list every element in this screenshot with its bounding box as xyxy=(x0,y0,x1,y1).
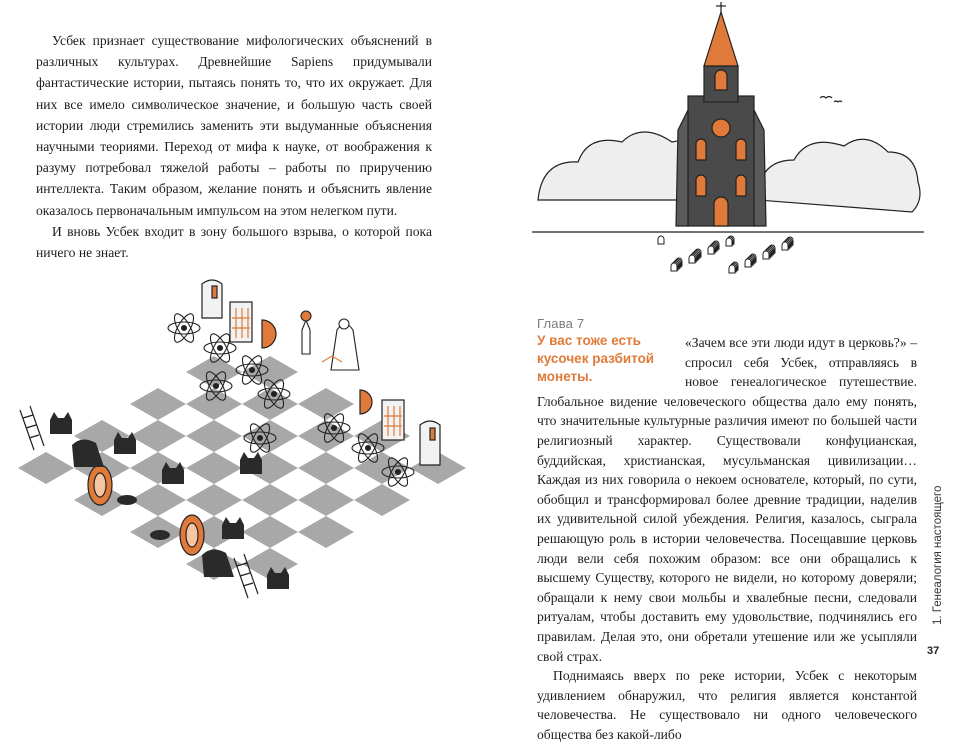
chess-square xyxy=(354,484,410,516)
running-head: 1. Генеалогия настоящего xyxy=(932,485,944,625)
chess-square xyxy=(242,516,298,548)
chess-square xyxy=(186,388,242,420)
chess-square xyxy=(298,452,354,484)
chess-square xyxy=(130,420,186,452)
chapter-title-spacer xyxy=(537,333,685,391)
chess-square xyxy=(298,516,354,548)
gothic-church-icon xyxy=(528,0,928,285)
chess-square xyxy=(186,484,242,516)
chess-square xyxy=(298,388,354,420)
chess-square xyxy=(186,356,242,388)
chess-square xyxy=(130,484,186,516)
left-page-text xyxy=(36,30,432,263)
chapter-title: У вас тоже есть кусочек разбитой монеты. xyxy=(537,333,655,384)
right-paragraph-1: «Зачем все эти люди идут в церковь?» – спросил себя Усбек, отправляясь в новое генеалогическое путешествие. Глобальное видение человеческого общества дало ему понять, что значительные культурные различия имеют по большей части религиозный характер. Существовали конфуцианская, буддийская, христианская, мусульманская цивилизации… Каждая из них говорила о некоем основателе, который, по сути, обобщил и трансформировал более древние традиции, наделив их удивительной силой убеждения. Религия, казалось, сыграла решающую роль в истории человечества. Посещавшие церковь люди вели себя похожим образом: все они обращались к высшему Существу, которого не видели, но которому доверяли; обращали к нему свои мольбы и хвалебные песни, следовали ритуалам, чтобы доставить ему удовольствие, подчинялись его правилам. Делая это, они обретали утешение или же усыпляли свой страх. xyxy=(537,335,917,664)
chess-square xyxy=(186,452,242,484)
right-paragraph-2: Поднимаясь вверх по реке истории, Усбек с некоторым удивлением обнаружил, что религия является константой человечества. Не существовало ни одного человеческого общества без какой-либо xyxy=(537,668,917,742)
page-number: 37 xyxy=(927,645,940,657)
chapter-label: Глава 7 xyxy=(537,316,585,331)
right-page-text xyxy=(537,333,917,744)
left-paragraph-2: И вновь Усбек входит в зону большого взрыва, о которой пока ничего не знает. xyxy=(36,223,432,261)
chess-square xyxy=(18,452,74,484)
chess-square xyxy=(354,452,410,484)
chess-square xyxy=(298,484,354,516)
chess-square xyxy=(186,420,242,452)
left-paragraph-1: Усбек признает существование мифологических объяснений в различных культурах. Древнейшие Sapiens придумывали фантастические истории, пытаясь понять то, что их окружает. Для них все имело символическое значение, и большую часть своей истории люди стремились заменить эти выдуманные объяснения научными теориями. Переход от мифа к науке, от воображения к разуму потребовал тяжелой работы – работы по приручению интеллекта. Таким образом, желание понять и объяснить явление оказалось первоначальным импульсом на этом нелегком пути. xyxy=(36,33,432,218)
chess-square xyxy=(242,484,298,516)
chess-square xyxy=(130,388,186,420)
isometric-chessboard-icon xyxy=(12,270,482,660)
